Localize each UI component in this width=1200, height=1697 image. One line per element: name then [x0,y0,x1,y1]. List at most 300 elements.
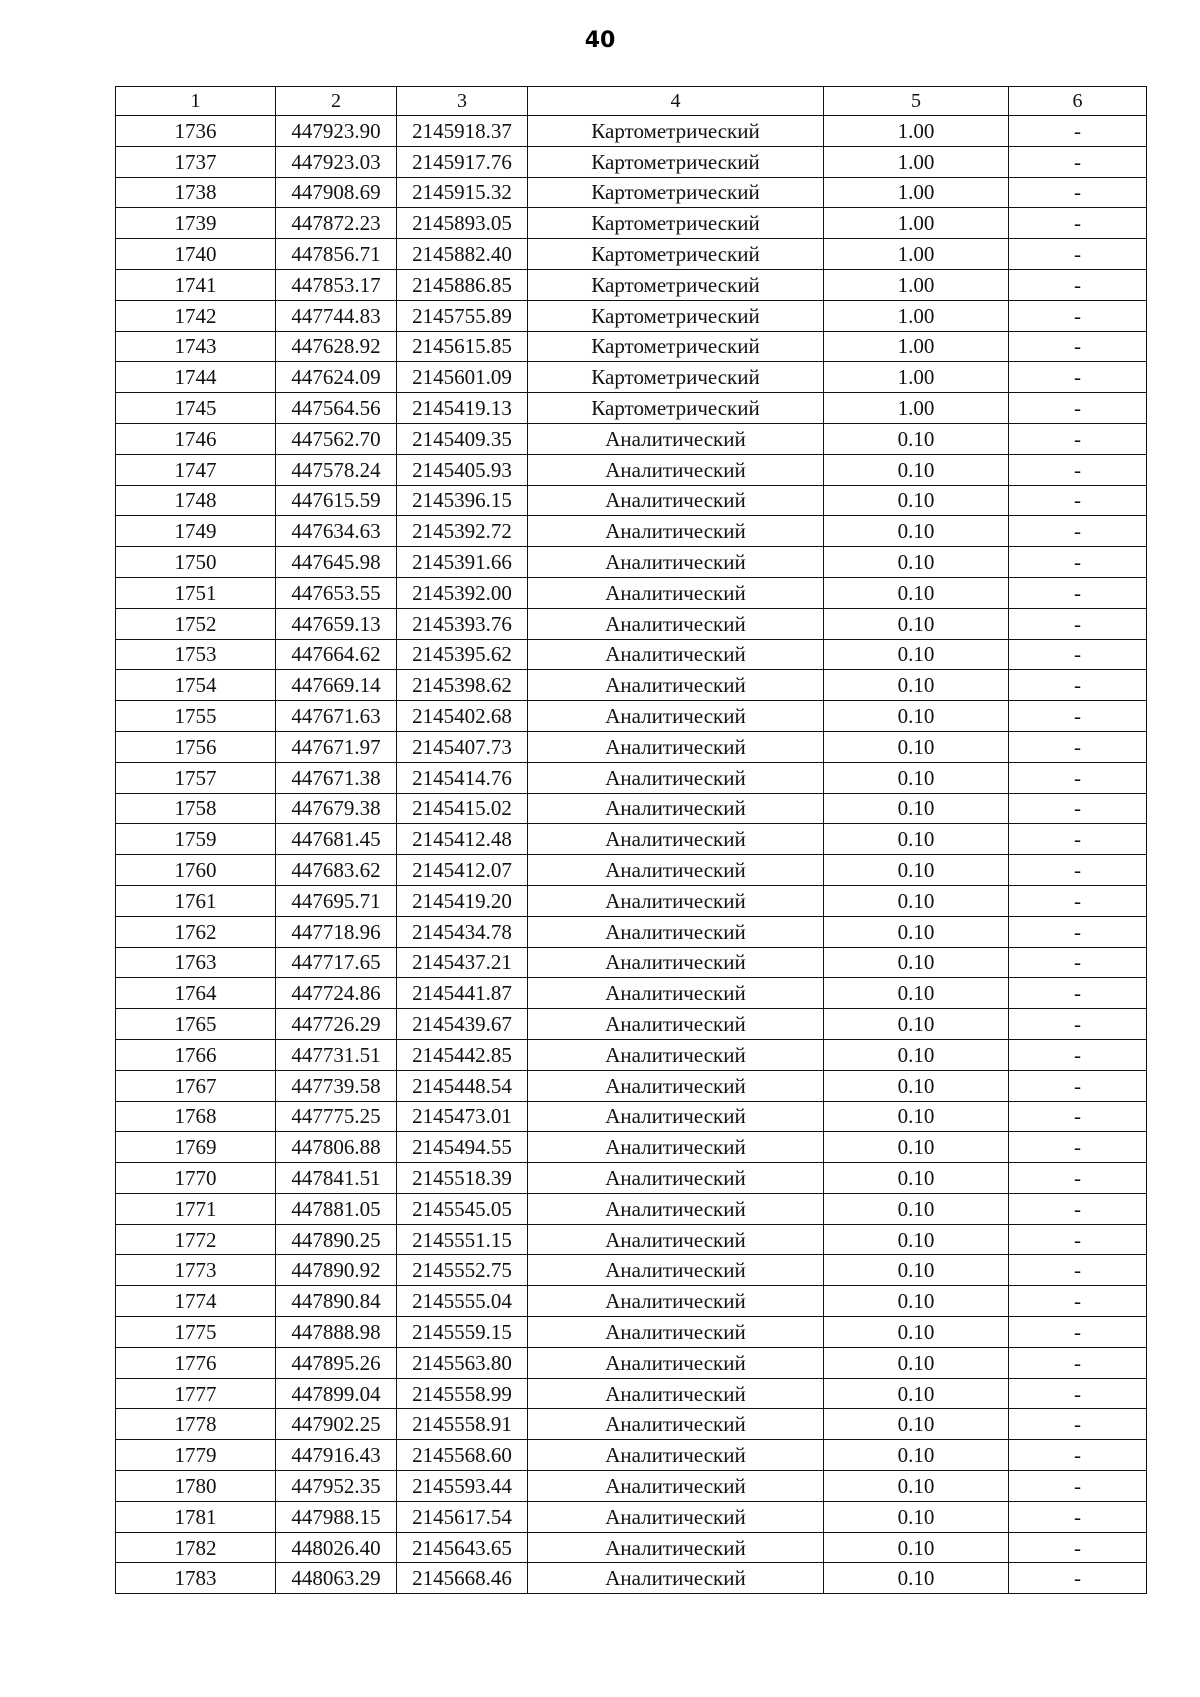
y-coordinate-cell: 2145395.62 [397,639,528,670]
description-cell: - [1009,1378,1147,1409]
method-cell: Аналитический [528,1009,824,1040]
x-coordinate-cell: 447628.92 [276,331,397,362]
column-header: 1 [116,87,276,116]
y-coordinate-cell: 2145494.55 [397,1132,528,1163]
x-coordinate-cell: 447902.25 [276,1409,397,1440]
x-coordinate-cell: 447731.51 [276,1039,397,1070]
description-cell: - [1009,1132,1147,1163]
method-cell: Аналитический [528,1070,824,1101]
description-cell: - [1009,547,1147,578]
table-row [116,423,1147,454]
description-cell: - [1009,577,1147,608]
accuracy-cell: 0.10 [824,762,1009,793]
point-number-cell: 1782 [116,1532,276,1563]
description-cell: - [1009,485,1147,516]
y-coordinate-cell: 2145439.67 [397,1009,528,1040]
x-coordinate-cell: 447718.96 [276,916,397,947]
method-cell: Аналитический [528,1440,824,1471]
accuracy-cell: 0.10 [824,1193,1009,1224]
table-row [116,1255,1147,1286]
y-coordinate-cell: 2145917.76 [397,146,528,177]
x-coordinate-cell: 447853.17 [276,269,397,300]
description-cell: - [1009,1440,1147,1471]
point-number-cell: 1763 [116,947,276,978]
y-coordinate-cell: 2145518.39 [397,1163,528,1194]
table-row [116,1070,1147,1101]
description-cell: - [1009,793,1147,824]
y-coordinate-cell: 2145437.21 [397,947,528,978]
description-cell: - [1009,1070,1147,1101]
table-row [116,331,1147,362]
y-coordinate-cell: 2145419.20 [397,885,528,916]
y-coordinate-cell: 2145882.40 [397,239,528,270]
x-coordinate-cell: 447695.71 [276,885,397,916]
y-coordinate-cell: 2145405.93 [397,454,528,485]
table-row [116,269,1147,300]
y-coordinate-cell: 2145886.85 [397,269,528,300]
point-number-cell: 1780 [116,1471,276,1502]
accuracy-cell: 0.10 [824,1563,1009,1594]
description-cell: - [1009,1501,1147,1532]
x-coordinate-cell: 447683.62 [276,855,397,886]
column-header: 5 [824,87,1009,116]
accuracy-cell: 0.10 [824,423,1009,454]
accuracy-cell: 0.10 [824,947,1009,978]
method-cell: Аналитический [528,516,824,547]
method-cell: Картометрический [528,269,824,300]
accuracy-cell: 0.10 [824,1132,1009,1163]
description-cell: - [1009,454,1147,485]
description-cell: - [1009,824,1147,855]
accuracy-cell: 0.10 [824,1286,1009,1317]
method-cell: Аналитический [528,1224,824,1255]
y-coordinate-cell: 2145412.07 [397,855,528,886]
x-coordinate-cell: 447841.51 [276,1163,397,1194]
y-coordinate-cell: 2145448.54 [397,1070,528,1101]
accuracy-cell: 0.10 [824,885,1009,916]
x-coordinate-cell: 447890.25 [276,1224,397,1255]
accuracy-cell: 1.00 [824,269,1009,300]
y-coordinate-cell: 2145915.32 [397,177,528,208]
accuracy-cell: 1.00 [824,146,1009,177]
description-cell: - [1009,670,1147,701]
description-cell: - [1009,978,1147,1009]
table-row [116,116,1147,147]
point-number-cell: 1746 [116,423,276,454]
point-number-cell: 1775 [116,1317,276,1348]
method-cell: Картометрический [528,208,824,239]
method-cell: Картометрический [528,239,824,270]
table-row [116,731,1147,762]
description-cell: - [1009,855,1147,886]
method-cell: Аналитический [528,824,824,855]
point-number-cell: 1779 [116,1440,276,1471]
method-cell: Картометрический [528,362,824,393]
point-number-cell: 1742 [116,300,276,331]
x-coordinate-cell: 447744.83 [276,300,397,331]
table-row [116,1409,1147,1440]
accuracy-cell: 1.00 [824,393,1009,424]
x-coordinate-cell: 447923.90 [276,116,397,147]
y-coordinate-cell: 2145398.62 [397,670,528,701]
point-number-cell: 1736 [116,116,276,147]
x-coordinate-cell: 447923.03 [276,146,397,177]
column-header: 3 [397,87,528,116]
point-number-cell: 1781 [116,1501,276,1532]
description-cell: - [1009,639,1147,670]
description-cell: - [1009,393,1147,424]
accuracy-cell: 1.00 [824,177,1009,208]
y-coordinate-cell: 2145392.72 [397,516,528,547]
x-coordinate-cell: 447615.59 [276,485,397,516]
y-coordinate-cell: 2145918.37 [397,116,528,147]
method-cell: Аналитический [528,1163,824,1194]
description-cell: - [1009,516,1147,547]
x-coordinate-cell: 448063.29 [276,1563,397,1594]
table-row [116,300,1147,331]
method-cell: Картометрический [528,331,824,362]
table-row [116,608,1147,639]
y-coordinate-cell: 2145393.76 [397,608,528,639]
point-number-cell: 1737 [116,146,276,177]
accuracy-cell: 1.00 [824,331,1009,362]
method-cell: Аналитический [528,885,824,916]
y-coordinate-cell: 2145415.02 [397,793,528,824]
description-cell: - [1009,1317,1147,1348]
method-cell: Аналитический [528,1039,824,1070]
x-coordinate-cell: 447564.56 [276,393,397,424]
table-row [116,177,1147,208]
y-coordinate-cell: 2145402.68 [397,701,528,732]
table-row [116,793,1147,824]
y-coordinate-cell: 2145409.35 [397,423,528,454]
accuracy-cell: 0.10 [824,855,1009,886]
table-row [116,239,1147,270]
accuracy-cell: 0.10 [824,978,1009,1009]
x-coordinate-cell: 447916.43 [276,1440,397,1471]
point-number-cell: 1771 [116,1193,276,1224]
point-number-cell: 1759 [116,824,276,855]
y-coordinate-cell: 2145615.85 [397,331,528,362]
y-coordinate-cell: 2145407.73 [397,731,528,762]
x-coordinate-cell: 447739.58 [276,1070,397,1101]
point-number-cell: 1766 [116,1039,276,1070]
y-coordinate-cell: 2145593.44 [397,1471,528,1502]
description-cell: - [1009,300,1147,331]
description-cell: - [1009,423,1147,454]
description-cell: - [1009,1163,1147,1194]
x-coordinate-cell: 447890.92 [276,1255,397,1286]
table-row [116,362,1147,393]
accuracy-cell: 0.10 [824,1532,1009,1563]
y-coordinate-cell: 2145473.01 [397,1101,528,1132]
x-coordinate-cell: 447895.26 [276,1347,397,1378]
x-coordinate-cell: 447908.69 [276,177,397,208]
y-coordinate-cell: 2145434.78 [397,916,528,947]
accuracy-cell: 0.10 [824,1440,1009,1471]
method-cell: Аналитический [528,577,824,608]
y-coordinate-cell: 2145396.15 [397,485,528,516]
method-cell: Аналитический [528,1471,824,1502]
description-cell: - [1009,701,1147,732]
description-cell: - [1009,1101,1147,1132]
table-row [116,547,1147,578]
y-coordinate-cell: 2145643.65 [397,1532,528,1563]
accuracy-cell: 0.10 [824,577,1009,608]
accuracy-cell: 0.10 [824,1224,1009,1255]
description-cell: - [1009,731,1147,762]
point-number-cell: 1764 [116,978,276,1009]
x-coordinate-cell: 447645.98 [276,547,397,578]
method-cell: Аналитический [528,1132,824,1163]
table-row [116,639,1147,670]
method-cell: Картометрический [528,177,824,208]
accuracy-cell: 0.10 [824,547,1009,578]
table-row [116,762,1147,793]
method-cell: Аналитический [528,547,824,578]
point-number-cell: 1743 [116,331,276,362]
x-coordinate-cell: 447671.97 [276,731,397,762]
description-cell: - [1009,1255,1147,1286]
description-cell: - [1009,208,1147,239]
description-cell: - [1009,362,1147,393]
x-coordinate-cell: 447624.09 [276,362,397,393]
y-coordinate-cell: 2145755.89 [397,300,528,331]
accuracy-cell: 0.10 [824,1317,1009,1348]
table-row [116,1193,1147,1224]
x-coordinate-cell: 447856.71 [276,239,397,270]
accuracy-cell: 0.10 [824,916,1009,947]
method-cell: Аналитический [528,1317,824,1348]
description-cell: - [1009,1193,1147,1224]
y-coordinate-cell: 2145568.60 [397,1440,528,1471]
description-cell: - [1009,116,1147,147]
table-row [116,577,1147,608]
x-coordinate-cell: 447669.14 [276,670,397,701]
description-cell: - [1009,947,1147,978]
description-cell: - [1009,1563,1147,1594]
method-cell: Аналитический [528,701,824,732]
method-cell: Аналитический [528,1532,824,1563]
point-number-cell: 1740 [116,239,276,270]
table-row [116,1039,1147,1070]
description-cell: - [1009,885,1147,916]
point-number-cell: 1754 [116,670,276,701]
coordinates-table [115,86,1147,1594]
table-row [116,701,1147,732]
x-coordinate-cell: 447634.63 [276,516,397,547]
point-number-cell: 1778 [116,1409,276,1440]
point-number-cell: 1752 [116,608,276,639]
table-row [116,824,1147,855]
x-coordinate-cell: 447888.98 [276,1317,397,1348]
table-row [116,855,1147,886]
point-number-cell: 1749 [116,516,276,547]
point-number-cell: 1783 [116,1563,276,1594]
table-row [116,670,1147,701]
column-header: 2 [276,87,397,116]
method-cell: Аналитический [528,731,824,762]
point-number-cell: 1739 [116,208,276,239]
y-coordinate-cell: 2145552.75 [397,1255,528,1286]
table-row [116,1347,1147,1378]
table-row [116,1286,1147,1317]
accuracy-cell: 0.10 [824,1101,1009,1132]
y-coordinate-cell: 2145555.04 [397,1286,528,1317]
method-cell: Аналитический [528,1101,824,1132]
description-cell: - [1009,1224,1147,1255]
accuracy-cell: 0.10 [824,670,1009,701]
x-coordinate-cell: 447988.15 [276,1501,397,1532]
x-coordinate-cell: 447952.35 [276,1471,397,1502]
point-number-cell: 1776 [116,1347,276,1378]
x-coordinate-cell: 447899.04 [276,1378,397,1409]
accuracy-cell: 1.00 [824,239,1009,270]
description-cell: - [1009,916,1147,947]
method-cell: Аналитический [528,1286,824,1317]
table-row [116,1132,1147,1163]
table-row [116,947,1147,978]
point-number-cell: 1769 [116,1132,276,1163]
accuracy-cell: 0.10 [824,454,1009,485]
x-coordinate-cell: 447671.38 [276,762,397,793]
point-number-cell: 1745 [116,393,276,424]
table-row [116,1501,1147,1532]
table-row [116,516,1147,547]
accuracy-cell: 0.10 [824,1471,1009,1502]
x-coordinate-cell: 447726.29 [276,1009,397,1040]
point-number-cell: 1770 [116,1163,276,1194]
y-coordinate-cell: 2145563.80 [397,1347,528,1378]
point-number-cell: 1751 [116,577,276,608]
x-coordinate-cell: 447562.70 [276,423,397,454]
accuracy-cell: 1.00 [824,116,1009,147]
method-cell: Аналитический [528,793,824,824]
table-header-row [116,87,1147,116]
accuracy-cell: 0.10 [824,1378,1009,1409]
y-coordinate-cell: 2145391.66 [397,547,528,578]
point-number-cell: 1738 [116,177,276,208]
accuracy-cell: 0.10 [824,1009,1009,1040]
accuracy-cell: 0.10 [824,1039,1009,1070]
description-cell: - [1009,1009,1147,1040]
x-coordinate-cell: 447724.86 [276,978,397,1009]
method-cell: Картометрический [528,116,824,147]
x-coordinate-cell: 447775.25 [276,1101,397,1132]
x-coordinate-cell: 447664.62 [276,639,397,670]
y-coordinate-cell: 2145558.91 [397,1409,528,1440]
accuracy-cell: 0.10 [824,701,1009,732]
x-coordinate-cell: 447653.55 [276,577,397,608]
y-coordinate-cell: 2145668.46 [397,1563,528,1594]
y-coordinate-cell: 2145412.48 [397,824,528,855]
y-coordinate-cell: 2145558.99 [397,1378,528,1409]
point-number-cell: 1744 [116,362,276,393]
x-coordinate-cell: 447578.24 [276,454,397,485]
accuracy-cell: 1.00 [824,300,1009,331]
point-number-cell: 1750 [116,547,276,578]
point-number-cell: 1762 [116,916,276,947]
method-cell: Картометрический [528,300,824,331]
point-number-cell: 1760 [116,855,276,886]
point-number-cell: 1741 [116,269,276,300]
description-cell: - [1009,239,1147,270]
description-cell: - [1009,762,1147,793]
method-cell: Аналитический [528,947,824,978]
point-number-cell: 1777 [116,1378,276,1409]
method-cell: Аналитический [528,1255,824,1286]
description-cell: - [1009,269,1147,300]
point-number-cell: 1774 [116,1286,276,1317]
table-row [116,1009,1147,1040]
method-cell: Аналитический [528,978,824,1009]
method-cell: Аналитический [528,670,824,701]
table-row [116,1563,1147,1594]
method-cell: Аналитический [528,1501,824,1532]
point-number-cell: 1761 [116,885,276,916]
method-cell: Аналитический [528,855,824,886]
description-cell: - [1009,1532,1147,1563]
table-row [116,1440,1147,1471]
method-cell: Аналитический [528,485,824,516]
x-coordinate-cell: 447872.23 [276,208,397,239]
point-number-cell: 1756 [116,731,276,762]
description-cell: - [1009,1286,1147,1317]
y-coordinate-cell: 2145442.85 [397,1039,528,1070]
x-coordinate-cell: 448026.40 [276,1532,397,1563]
table-row [116,1378,1147,1409]
method-cell: Аналитический [528,916,824,947]
accuracy-cell: 0.10 [824,485,1009,516]
column-header: 4 [528,87,824,116]
accuracy-cell: 1.00 [824,362,1009,393]
y-coordinate-cell: 2145419.13 [397,393,528,424]
table-row [116,1471,1147,1502]
method-cell: Аналитический [528,1563,824,1594]
y-coordinate-cell: 2145617.54 [397,1501,528,1532]
column-header: 6 [1009,87,1147,116]
x-coordinate-cell: 447890.84 [276,1286,397,1317]
page-number: 40 [584,28,616,53]
method-cell: Картометрический [528,393,824,424]
point-number-cell: 1753 [116,639,276,670]
accuracy-cell: 0.10 [824,1347,1009,1378]
point-number-cell: 1755 [116,701,276,732]
accuracy-cell: 0.10 [824,608,1009,639]
point-number-cell: 1748 [116,485,276,516]
x-coordinate-cell: 447681.45 [276,824,397,855]
accuracy-cell: 0.10 [824,824,1009,855]
table-row [116,1532,1147,1563]
method-cell: Аналитический [528,1193,824,1224]
table-row [116,885,1147,916]
method-cell: Аналитический [528,608,824,639]
point-number-cell: 1773 [116,1255,276,1286]
table-row [116,1317,1147,1348]
description-cell: - [1009,608,1147,639]
point-number-cell: 1765 [116,1009,276,1040]
method-cell: Картометрический [528,146,824,177]
point-number-cell: 1767 [116,1070,276,1101]
x-coordinate-cell: 447671.63 [276,701,397,732]
x-coordinate-cell: 447881.05 [276,1193,397,1224]
accuracy-cell: 0.10 [824,1501,1009,1532]
description-cell: - [1009,1409,1147,1440]
point-number-cell: 1768 [116,1101,276,1132]
table-row [116,1163,1147,1194]
table-row [116,485,1147,516]
y-coordinate-cell: 2145559.15 [397,1317,528,1348]
